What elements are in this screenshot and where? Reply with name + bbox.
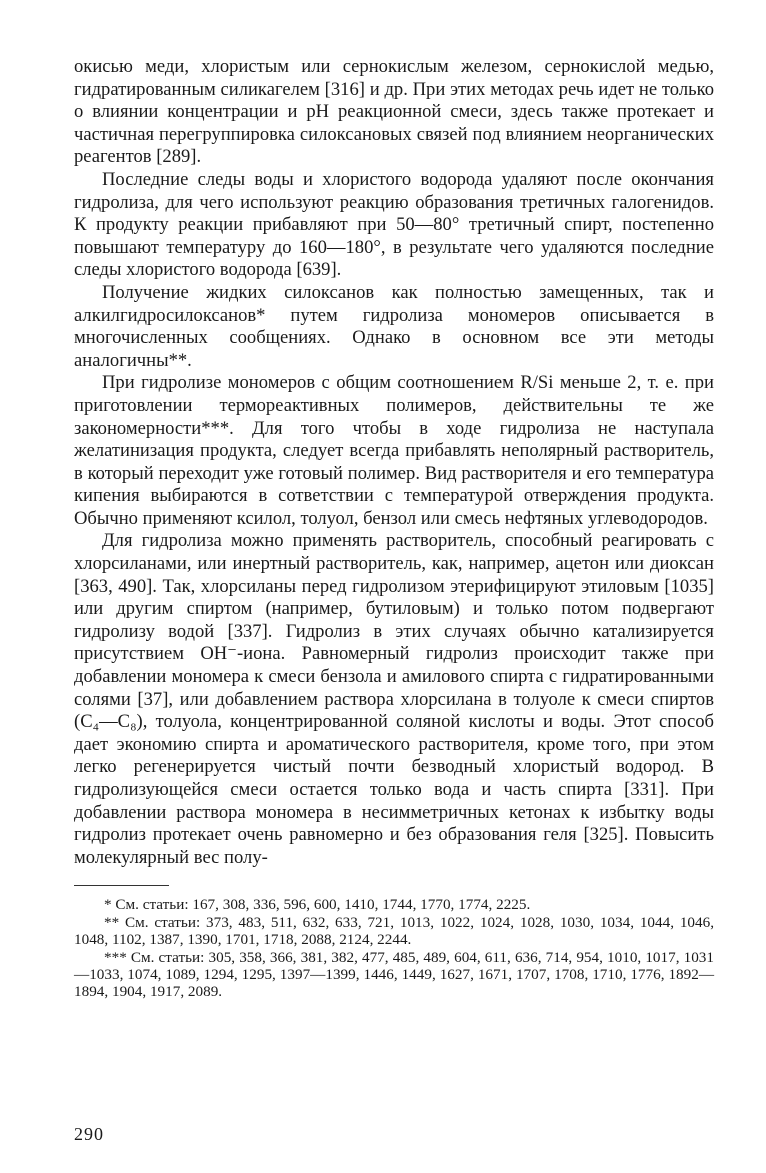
footnote-2: ** См. статьи: 373, 483, 511, 632, 633, 721, 1013, 1022, 1024, 1028, 1030, 1034, 1044, 1046, 1048, 1102, 1387, 1390, 1701, 1718, 2088, 2124, 2244. xyxy=(74,913,714,949)
footnote-1: * См. статьи: 167, 308, 336, 596, 600, 1410, 1744, 1770, 1774, 2225. xyxy=(104,896,531,914)
footnote-divider xyxy=(74,885,169,886)
paragraph-continuation: окисью меди, хлористым или сернокислым железом, сернокислой медью, гидратированным силикагелем [316] и др. При этих методах речь идет не только о влиянии концентрации и pH реакционной смеси, здесь также протекает и частичная перегруппировка силоксановых связей под влиянием неорганических реагентов [289]. xyxy=(74,56,714,168)
footnote-3: *** См. статьи: 305, 358, 366, 381, 382, 477, 485, 489, 604, 611, 636, 714, 954, 1010, 1017, 1031—1033, 1074, 1089, 1294, 1295, 1397—1399, 1446, 1449, 1627, 1671, 1707, 1708, 1710, 1776, 1892—1894, 1904, 1917, 2089. xyxy=(74,948,714,1001)
paragraph-traces-removal: Последние следы воды и хлористого водорода удаляют после окончания гидролиза, для чего используют реакцию образования третичных галогенидов. К продукту реакции прибавляют при 50—80° третичный спирт, постепенно повышают температуру до 160—180°, в результате чего удаляются последние следы хлористого водорода [639]. xyxy=(74,168,714,281)
paragraph-liquid-siloxanes: Получение жидких силоксанов как полностью замещенных, так и алкилгидросилоксанов* путем гидролиза мономеров описывается в многочисленных сообщениях. Однако в основном все эти методы аналогичны**. xyxy=(74,281,714,371)
page-body xyxy=(74,56,714,1001)
page-number: 290 xyxy=(74,1124,104,1144)
paragraph-thermoset-hydrolysis: При гидролизе мономеров с общим соотношением R/Si меньше 2, т. е. при приготовлении термореактивных полимеров, действительны те же закономерности***. Для того чтобы в ходе гидролиза не наступала желатинизация продукта, следует всегда прибавлять неполярный растворитель, в который переходит уже готовый полимер. Вид растворителя и его температура кипения выбираются в сответствии с температурой отверждения продукта. Обычно применяют ксилол, толуол, бензол или смесь нефтяных углеводородов. xyxy=(74,372,714,529)
paragraph-solvents: Для гидролиза можно применять растворитель, способный реагировать с хлорсиланами, или инертный растворитель, как, например, ацетон или диоксан [363, 490]. Так, хлорсиланы перед гидролизом этерифицируют этиловым [1035] или другим спиртом (например, бутиловым) и только потом подвергают гидролизу водой [337]. Гидролиз в этих случаях обычно катализируется присутствием OH⁻-иона. Равномерный гидролиз происходит также при добавлении мономера к смеси бензола и амилового спирта с гидратированными солями [37], или добавлением раствора хлорсилана в толуоле к смеси спиртов (C₄—C₈), толуола, концентрированной соляной кислоты и воды. Этот способ дает экономию спирта и ароматического растворителя, кроме того, при этом легко регенерируется чистый почти безводный хлористый водород. В гидролизующейся смеси остается только вода и часть спирта [331]. При добавлении раствора мономера в несимметричных кетонах к избытку воды гидролиз протекает очень равномерно и без образования геля [325]. Повысить молекулярный вес полу- xyxy=(74,530,714,868)
